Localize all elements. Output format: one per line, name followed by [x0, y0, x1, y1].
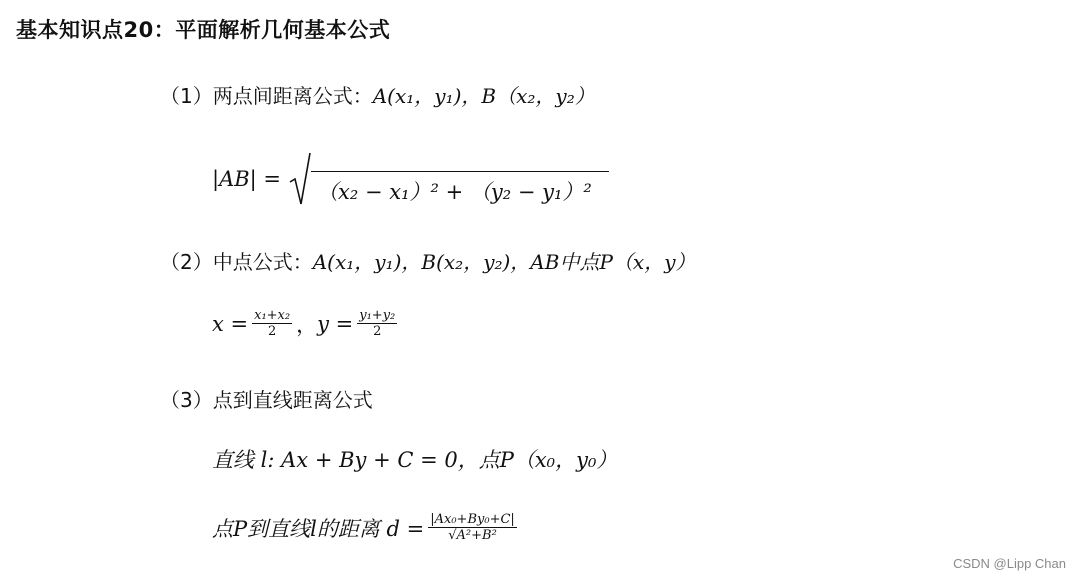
section-3-heading	[160, 384, 373, 413]
distance-formula	[212, 152, 609, 206]
midpoint-formula	[212, 308, 401, 339]
section-2-label: （2）中点公式：	[160, 250, 313, 274]
midpoint-y-fraction	[357, 308, 397, 339]
section-1-heading	[160, 80, 595, 109]
distance-d-numerator: |Ax₀+By₀+C|	[430, 512, 515, 527]
distance-lhs: |AB| =	[212, 167, 282, 191]
midpoint-x-numerator: x₁+x₂	[254, 308, 291, 323]
midpoint-separator: ，	[296, 312, 318, 337]
section-2-points: A(x₁，y₁)，B(x₂，y₂)，AB中点P（x，y）	[312, 250, 696, 274]
radical-sign-icon	[289, 152, 311, 206]
midpoint-x-denominator: 2	[267, 324, 277, 339]
page-title: 基本知识点20：平面解析几何基本公式	[16, 18, 391, 42]
radicand: （x₂ − x₁）² + （y₂ − y₁）²	[311, 171, 609, 206]
midpoint-y-lhs: y =	[317, 311, 354, 336]
distance-d-denominator: √A²+B²	[448, 528, 497, 543]
distance-d-fraction	[428, 512, 517, 543]
section-2-heading	[160, 246, 696, 275]
csdn-watermark: CSDN @Lipp Chan	[953, 556, 1066, 571]
midpoint-x-fraction	[252, 308, 292, 339]
line-equation: 直线 l: Ax + By + C = 0，点P（x₀，y₀）	[212, 448, 618, 472]
midpoint-y-numerator: y₁+y₂	[359, 308, 396, 323]
sqrt-expression	[289, 152, 609, 206]
point-line-distance-formula	[212, 512, 521, 543]
distance-d-lhs: 点P到直线l的距离 d =	[212, 516, 425, 541]
midpoint-x-lhs: x =	[212, 311, 249, 336]
section-1-points: A(x₁，y₁)，B（x₂，y₂）	[372, 84, 595, 108]
section-3-label: （3）点到直线距离公式	[160, 388, 373, 412]
section-1-label: （1）两点间距离公式：	[160, 84, 373, 108]
midpoint-y-denominator: 2	[373, 324, 382, 339]
